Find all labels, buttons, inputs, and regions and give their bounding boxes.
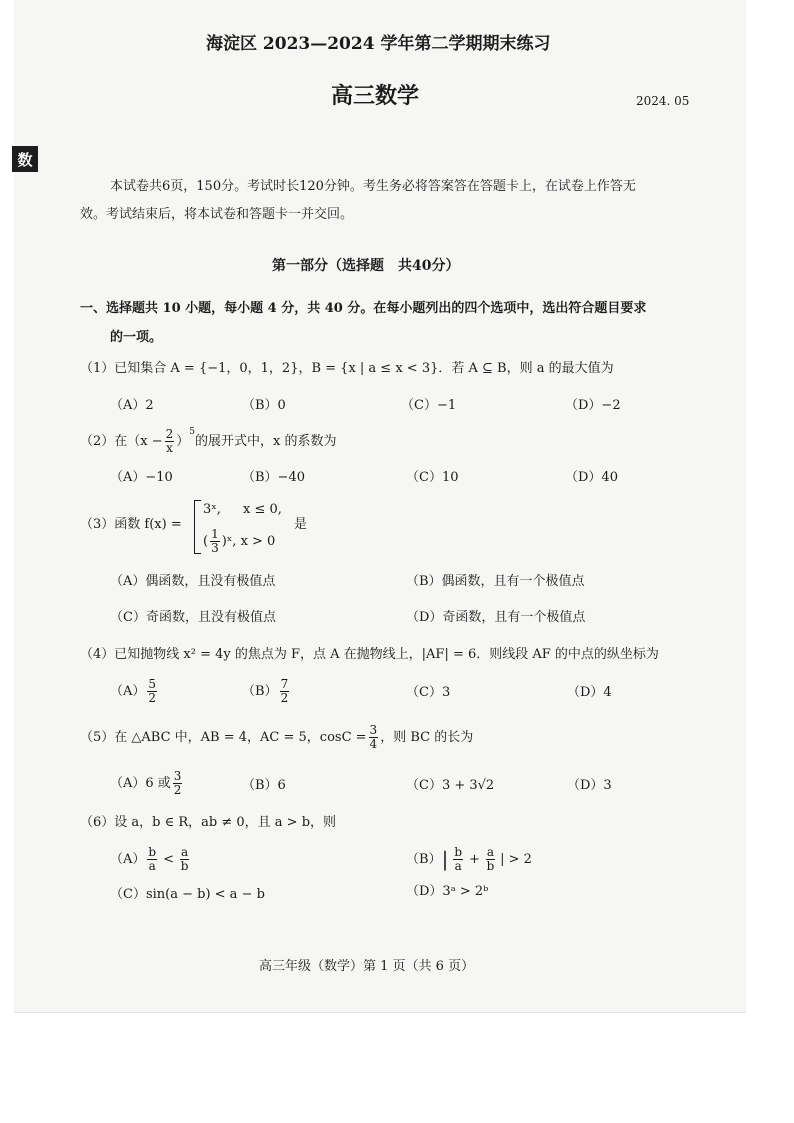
q1-option-a: （A）2 (110, 398, 154, 413)
q4-option-a-fraction (147, 678, 157, 704)
page-footer: 高三年级（数学）第 1 页（共 6 页） (259, 959, 475, 974)
q6-option-c: （C）sin(a − b) < a − b (110, 887, 265, 902)
q4-option-b-fraction (280, 678, 290, 704)
q5-option-a-fraction (173, 770, 183, 796)
subject-title: 高三数学 (331, 83, 420, 109)
q3-case2 (203, 528, 275, 554)
q2-frac-num: 2 (165, 427, 174, 441)
q2-option-a: （A）−10 (110, 470, 173, 485)
q6-option-a-num-1: b (148, 845, 157, 859)
q6-option-b-frac-1 (453, 846, 463, 872)
q2-stem (80, 428, 337, 454)
q1-option-b: （B）0 (242, 398, 286, 413)
q3-case2-open: ( (203, 533, 209, 549)
q5-option-c: （C）3 + 3√2 (406, 778, 495, 793)
q2-tail: 的展开式中，x 的系数为 (195, 433, 337, 449)
q3-option-c: （C）奇函数，且没有极值点 (110, 610, 276, 625)
q3-option-a: （A）偶函数，且没有极值点 (110, 574, 276, 589)
q6-option-a-num-2: a (180, 845, 189, 859)
q3-option-b: （B）偶函数，且有一个极值点 (406, 574, 585, 589)
q4-option-b-den: 2 (280, 690, 289, 705)
q5-stem-num: 3 (369, 723, 378, 737)
q4-option-a-label: （A） (110, 683, 146, 699)
section-instruction-line-2: 的一项。 (110, 330, 163, 345)
q6-option-b-den-1: a (454, 858, 462, 873)
q6-option-a-den-2: b (180, 858, 189, 873)
q2-frac-den: x (166, 440, 173, 455)
q2-prefix: （2）在（x − (80, 433, 163, 449)
q6-option-b-num-1: b (454, 845, 462, 859)
q6-stem: （6）设 a，b ∈ R，ab ≠ 0，且 a > b，则 (80, 815, 337, 830)
q3-option-d: （D）奇函数，且有一个极值点 (406, 610, 586, 625)
q4-option-b-label: （B） (242, 683, 278, 699)
q3-suffix: 是 (294, 517, 308, 532)
q6-option-a-frac-2 (180, 846, 189, 872)
q5-option-a-den: 2 (173, 782, 182, 797)
q5-option-a-prefix: （A）6 或 (110, 775, 171, 791)
q5-option-a-num: 3 (173, 769, 182, 783)
q6-option-b-frac-2 (486, 846, 495, 872)
q4-stem: （4）已知抛物线 x² = 4y 的焦点为 F，点 A 在抛物线上，|AF| = 6．则线段 AF 的中点的纵坐标为 (80, 647, 659, 662)
q6-option-b-num-2: a (486, 845, 495, 859)
q2-option-c: （C）10 (406, 470, 459, 485)
q2-option-b: （B）−40 (242, 470, 305, 485)
q6-option-a-den-1: a (148, 858, 156, 873)
q5-stem (80, 724, 473, 750)
q6-option-b-label: （B） (406, 851, 442, 867)
part1-title: 第一部分（选择题 共40分） (272, 258, 460, 274)
instructions-line-2: 效。考试结束后，将本试卷和答题卡一并交回。 (80, 207, 354, 222)
q5-stem-prefix: （5）在 △ABC 中，AB = 4，AC = 5，cosC = (80, 729, 367, 745)
q5-option-b: （B）6 (242, 778, 286, 793)
q3-prefix: （3）函数 f(x) = (80, 517, 182, 532)
q3-case2-fraction (210, 528, 220, 554)
q2-option-d: （D）40 (565, 470, 618, 485)
subject-tab: 数 (12, 146, 38, 172)
q4-option-a-den: 2 (148, 690, 157, 705)
q6-option-b-den-2: b (486, 858, 495, 873)
q1-option-c: （C）−1 (401, 398, 457, 413)
q1-option-d: （D）−2 (565, 398, 621, 413)
q6-option-a-frac-1 (147, 846, 157, 872)
q4-option-b-num: 7 (280, 677, 289, 691)
q4-option-a-num: 5 (148, 677, 157, 691)
q3-case2-num: 1 (211, 527, 219, 541)
q3-case1-expr: 3ˣ, (203, 502, 221, 517)
q4-option-d: （D）4 (567, 685, 612, 700)
section-instruction-line-1: 一、选择题共 10 小题，每小题 4 分，共 40 分。在每小题列出的四个选项中，选出符合题目要求 (80, 301, 647, 316)
q6-option-b-close: | > 2 (500, 851, 532, 867)
q6-option-b-op: + (469, 851, 480, 867)
q5-option-a (110, 770, 184, 796)
q4-option-c: （C）3 (406, 685, 451, 700)
q5-stem-den: 4 (369, 736, 378, 751)
q1-stem: （1）已知集合 A = {−1，0，1，2}，B = {x | a ≤ x < 3}．若 A ⊆ B，则 a 的最大值为 (80, 361, 614, 376)
q6-option-a (110, 846, 191, 872)
q5-stem-suffix: ，则 BC 的长为 (380, 729, 474, 745)
instructions-line-1: 本试卷共6页，150分。考试时长120分钟。考生务必将答案答在答题卡上，在试卷上作答无 (110, 179, 636, 194)
q6-option-a-op: < (163, 851, 174, 867)
q6-option-a-label: （A） (110, 851, 146, 867)
q3-case1-cond: x ≤ 0, (243, 502, 282, 517)
q3-brace (194, 500, 201, 554)
q2-suffix: ） (176, 433, 190, 449)
q3-case2-close: )ˣ, x > 0 (221, 533, 276, 549)
q3-case2-den: 3 (211, 540, 219, 555)
exam-date: 2024. 05 (636, 94, 690, 108)
q6-option-d: （D）3ᵃ > 2ᵇ (406, 884, 489, 899)
q2-exponent: 5 (189, 427, 196, 437)
q6-option-b (406, 846, 532, 872)
q5-stem-fraction (369, 724, 379, 750)
q5-option-d: （D）3 (567, 778, 612, 793)
q4-option-a (110, 678, 159, 704)
exam-title: 海淀区 2023—2024 学年第二学期期末练习 (206, 34, 551, 54)
q2-fraction (165, 428, 175, 454)
q6-option-b-open: | (441, 847, 449, 872)
q4-option-b (242, 678, 291, 704)
